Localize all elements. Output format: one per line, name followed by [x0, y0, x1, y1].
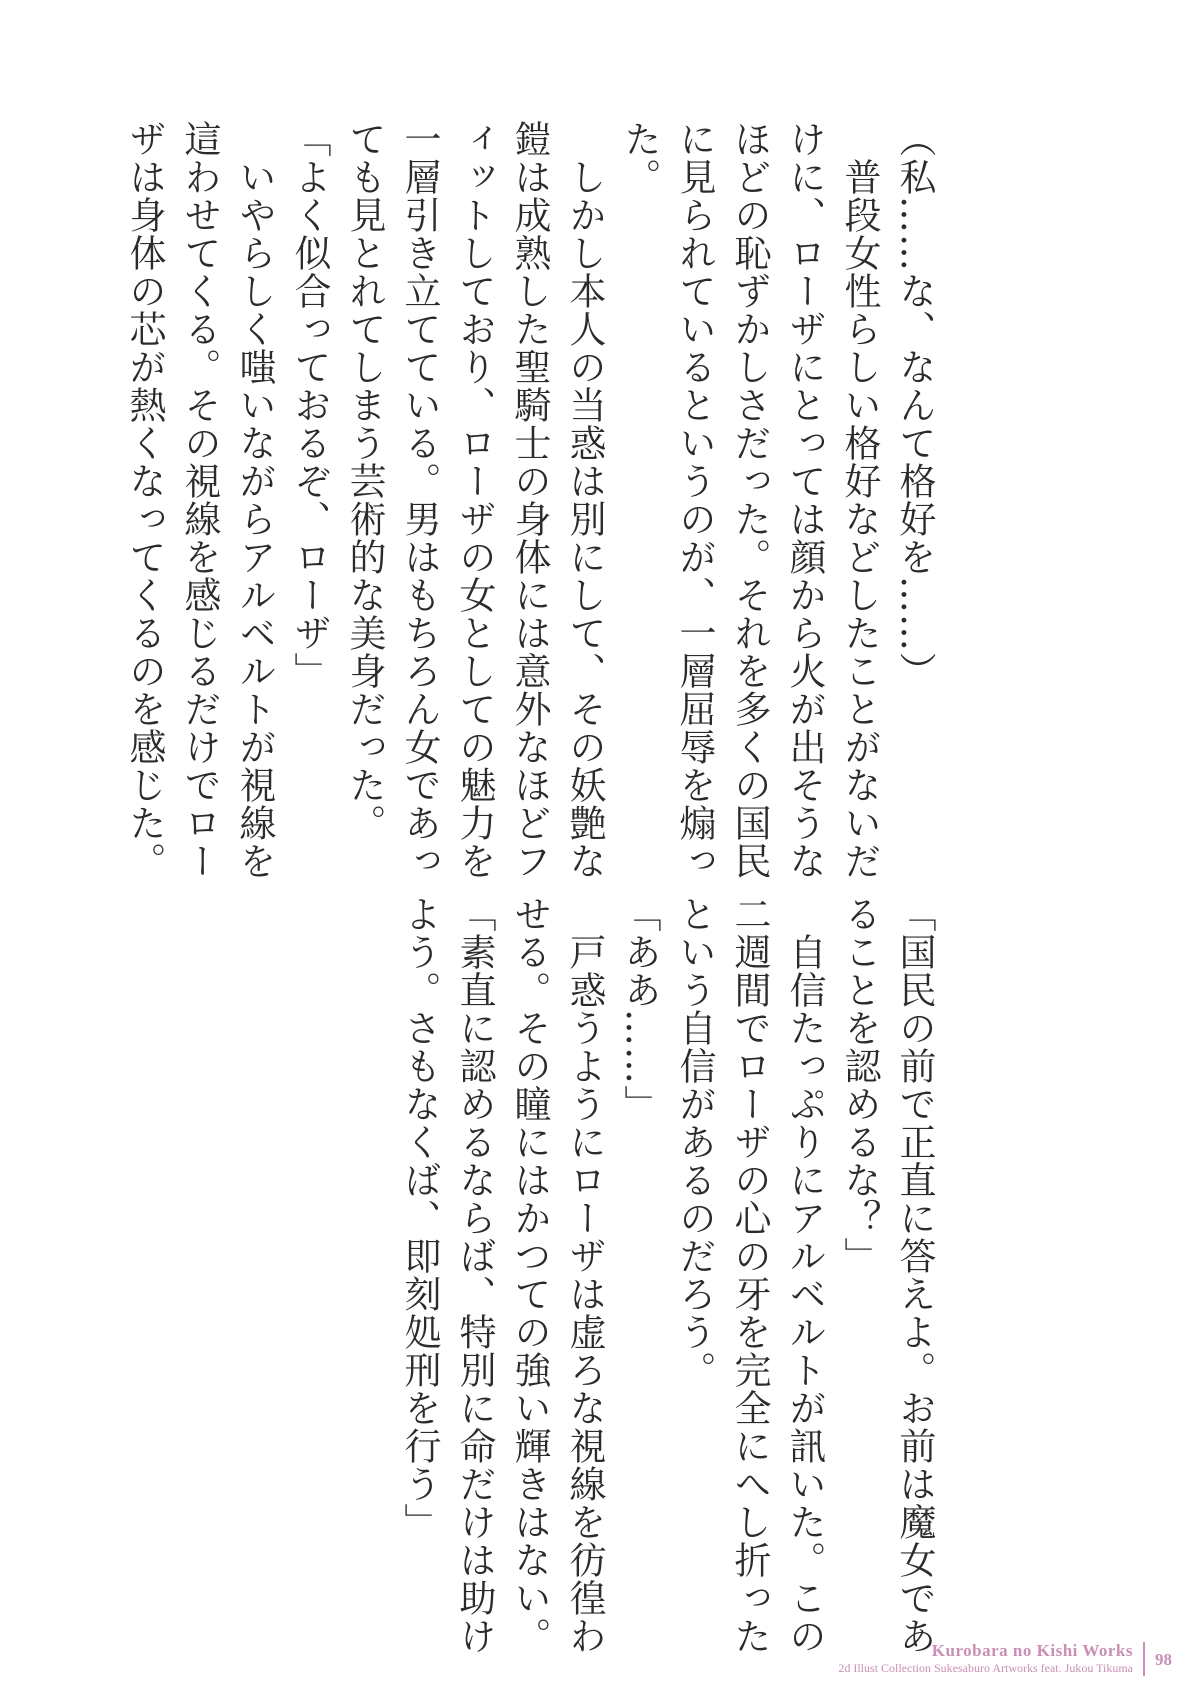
body-text-bottom: 「国民の前で正直に答えよ。お前は魔女であ ることを認めるな？」 自信たっぷりにアルベルトが訊いた。この 二週間でローザの心の牙を完全にへし折った という自信があるのだろう。 「ああ……」 戸惑うようにローザは虚ろな視線を彷徨わ せる。その瞳にはかつての強い輝きはない。 「素直に認めるならば、特別に命だけは助け よう。さもなくば、即刻処刑を行う」	[398, 895, 936, 1655]
footer-divider	[1143, 1642, 1145, 1676]
footer-title: Kurobara no Kishi Works	[931, 1641, 1133, 1660]
footer-credit	[838, 1641, 1133, 1676]
page-footer	[838, 1641, 1172, 1676]
page-number: 98	[1155, 1650, 1172, 1669]
footer-subtitle: 2d Illust Collection Sukesaburo Artworks feat. Jukou Tikuma	[838, 1661, 1133, 1675]
body-text-top: （私……な、なんて格好を……） 普段女性らしい格好などしたことがないだ けに、ローザにとっては顔から火が出そうな ほどの恥ずかしさだった。それを多くの国民 に見られているというのが、一層屈辱を煽っ た。 しかし本人の当惑は別にして、その妖艶な 鎧は成熟した聖騎士の身体には意外なほどフ ィットしており、ローザの女としての魅力を 一層引き立てている。男はもちろん女であっ ても見とれてしまう芸術的な美身だった。 「よく似合っておるぞ、ローザ」 いやらしく嗤いながらアルベルトが視線を 這わせてくる。その視線を感じるだけでロー ザは身体の芯が熱くなってくるのを感じた。	[123, 120, 936, 880]
